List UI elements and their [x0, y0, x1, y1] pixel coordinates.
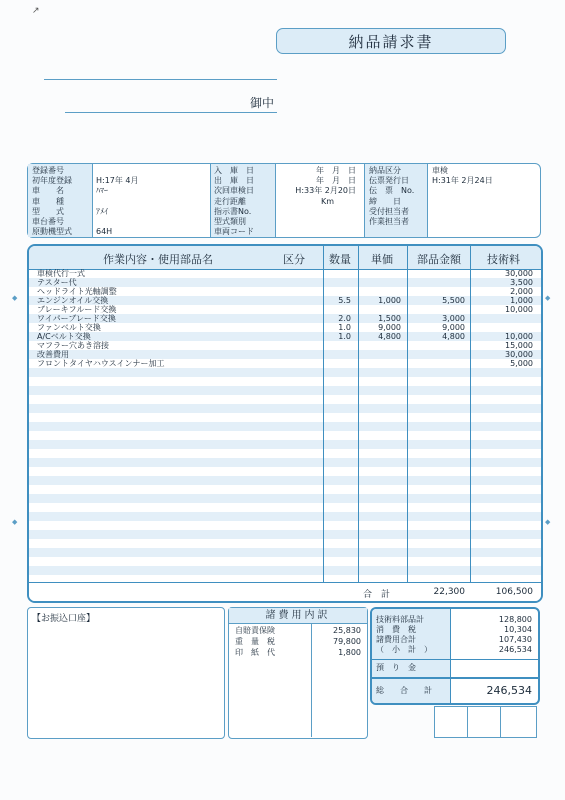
label-registration-number: 登録番号 — [32, 166, 64, 175]
item-name: ヘッドライト光軸調整 — [37, 287, 117, 296]
grand-total-row — [372, 684, 538, 698]
entry-values — [278, 164, 360, 237]
header-tech-fee: 技術料 — [487, 253, 520, 266]
table-row — [29, 269, 541, 278]
expense-row — [229, 625, 367, 636]
stamp-box — [434, 706, 468, 738]
expense-label: 重 量 税 — [235, 637, 275, 646]
item-tech-fee: 30,000 — [505, 350, 533, 359]
item-unit-price: 1,500 — [378, 314, 401, 323]
summary-label: 消 費 税 — [376, 625, 416, 634]
value-delivery-type: 車検 — [432, 166, 448, 175]
document-title: 納品請求書 — [276, 28, 506, 54]
register-mark-left: ◆ — [12, 294, 18, 302]
table-row — [29, 323, 541, 332]
label-exit-date: 出 庫 日 — [214, 176, 254, 186]
label-slip-no: 伝 票 No. — [369, 186, 415, 196]
label-car-name: 車 名 — [32, 186, 64, 196]
item-unit-price: 9,000 — [378, 323, 401, 332]
item-tech-fee: 10,000 — [505, 305, 533, 314]
expense-breakdown-box — [228, 607, 368, 739]
corner-mark: ↗ — [32, 6, 40, 16]
summary-value: 128,800 — [498, 615, 532, 624]
item-unit-price: 4,800 — [378, 332, 401, 341]
value-closing-day — [432, 197, 538, 207]
register-mark-left-lower: ◆ — [12, 518, 18, 526]
work-items-table — [27, 244, 543, 603]
expense-value: 25,830 — [333, 626, 361, 635]
item-tech-fee: 1,000 — [510, 296, 533, 305]
label-instruction-no: 指示書No. — [214, 206, 252, 216]
label-work-staff: 作業担当者 — [369, 216, 409, 226]
label-entry-date: 入 庫 日 — [214, 166, 254, 175]
total-label: 合 計 — [363, 590, 391, 600]
expense-row — [229, 636, 367, 647]
item-parts-amount: 3,000 — [442, 314, 465, 323]
summary-label: 技術料部品計 — [376, 615, 424, 624]
table-row — [29, 296, 541, 305]
value-chassis-number — [96, 217, 208, 227]
register-mark-right-lower: ◆ — [545, 518, 551, 526]
value-model-class — [278, 217, 356, 227]
vehicle-labels — [28, 164, 92, 237]
total-parts: 22,300 — [433, 587, 465, 597]
item-name: ファンベルト交換 — [37, 323, 101, 332]
row-stripe — [29, 458, 541, 467]
value-car-name: ﾊﾏｰ — [96, 186, 108, 196]
item-quantity: 5.5 — [338, 296, 351, 305]
row-stripe — [29, 530, 541, 539]
vehicle-info-box — [27, 163, 541, 238]
recipient-suffix: 御中 — [250, 96, 275, 110]
table-row — [29, 350, 541, 359]
header-description: 作業内容・使用部品名 — [103, 253, 213, 266]
value-vehicle-code — [278, 227, 356, 237]
item-tech-fee: 3,500 — [510, 278, 533, 287]
table-row — [29, 305, 541, 314]
label-next-inspection: 次回車検日 — [214, 186, 254, 196]
label-engine-model: 原動機型式 — [32, 227, 72, 237]
header-quantity: 数量 — [329, 253, 351, 266]
item-unit-price: 1,000 — [378, 296, 401, 305]
row-stripe — [29, 548, 541, 557]
header-category: 区分 — [283, 253, 305, 266]
value-exit-date: 年 月 日 — [316, 176, 356, 186]
value-entry-date: 年 月 日 — [316, 166, 356, 175]
summary-value: 107,430 — [498, 635, 532, 644]
label-vehicle-code: 車両コード — [214, 227, 254, 237]
grand-total-value: 246,534 — [486, 684, 532, 697]
summary-label: 諸費用合計 — [376, 635, 416, 644]
value-first-registration: H:17年 4月 — [96, 176, 139, 186]
row-stripe — [29, 368, 541, 377]
item-name: エンジンオイル交換 — [37, 296, 109, 305]
summary-row — [372, 635, 538, 645]
table-row — [29, 278, 541, 287]
value-model: ｱﾒｲ — [96, 206, 108, 216]
item-name: 車検代行一式 — [37, 269, 85, 278]
summary-row — [372, 615, 538, 625]
value-slip-no — [432, 186, 538, 196]
label-closing-day: 締 日 — [369, 196, 401, 206]
item-name: ブレーキフルード交換 — [37, 305, 117, 314]
bank-account-label: 【お振込口座】 — [32, 614, 96, 624]
label-reception-staff: 受付担当者 — [369, 206, 409, 216]
expense-row — [229, 647, 367, 658]
summary-value: 246,534 — [498, 645, 532, 654]
delivery-values — [432, 164, 538, 237]
row-stripe — [29, 404, 541, 413]
grand-total-label: 総 合 計 — [376, 686, 432, 695]
label-model-class: 型式類別 — [214, 216, 246, 226]
value-issue-date: H:31年 2月24日 — [432, 176, 493, 186]
item-tech-fee: 30,000 — [505, 269, 533, 278]
label-issue-date: 伝票発行日 — [369, 176, 409, 186]
item-parts-amount: 9,000 — [442, 323, 465, 332]
expense-label: 自賠責保険 — [235, 626, 275, 635]
value-reception-staff — [432, 207, 538, 217]
row-stripe — [29, 386, 541, 395]
row-stripe — [29, 494, 541, 503]
item-parts-amount: 5,500 — [442, 296, 465, 305]
entry-labels — [211, 164, 275, 237]
label-first-registration: 初年度登録 — [32, 176, 72, 186]
row-stripe — [29, 440, 541, 449]
table-row — [29, 287, 541, 296]
header-parts-amount: 部品金額 — [417, 253, 461, 266]
header-unit-price: 単価 — [371, 253, 393, 266]
summary-label: （ 小 計 ） — [376, 645, 432, 654]
summary-label: 預 り 金 — [376, 663, 416, 672]
item-quantity: 1.0 — [338, 332, 351, 341]
item-name: テスター代 — [37, 278, 77, 287]
item-name: フロントタイヤハウスインナー加工 — [37, 359, 165, 368]
value-next-inspection: H:33年 2月20日 — [295, 186, 356, 196]
value-work-staff — [432, 217, 538, 227]
table-row — [29, 332, 541, 341]
stamp-box — [500, 706, 537, 738]
item-quantity: 2.0 — [338, 314, 351, 323]
label-model: 型 式 — [32, 206, 64, 216]
item-tech-fee: 15,000 — [505, 341, 533, 350]
value-engine-model: 64H — [96, 227, 113, 237]
register-mark-right: ◆ — [545, 294, 551, 302]
table-row — [29, 341, 541, 350]
vehicle-values — [96, 164, 208, 237]
table-row — [29, 314, 541, 323]
summary-row — [372, 645, 538, 655]
value-registration-number — [96, 166, 208, 176]
row-stripe — [29, 476, 541, 485]
expense-value: 1,800 — [338, 648, 361, 657]
value-car-type — [96, 197, 208, 207]
recipient-line-1 — [44, 79, 277, 80]
expense-value: 79,800 — [333, 637, 361, 646]
recipient-line-2 — [65, 112, 277, 113]
item-name: 改善費用 — [37, 350, 69, 359]
row-stripe — [29, 566, 541, 575]
row-stripe — [29, 422, 541, 431]
bank-account-box — [27, 607, 225, 739]
label-car-type: 車 種 — [32, 196, 64, 206]
item-parts-amount: 4,800 — [442, 332, 465, 341]
summary-box — [370, 607, 540, 705]
label-delivery-type: 納品区分 — [369, 166, 401, 175]
value-mileage: Km — [320, 196, 334, 206]
item-quantity: 1.0 — [338, 323, 351, 332]
summary-row — [372, 663, 538, 673]
delivery-labels — [365, 164, 427, 237]
label-mileage: 走行距離 — [214, 196, 246, 206]
value-instruction-no — [278, 207, 356, 217]
expense-label: 印 紙 代 — [235, 648, 275, 657]
total-tech-fee: 106,500 — [495, 587, 533, 597]
item-tech-fee: 2,000 — [510, 287, 533, 296]
item-tech-fee: 10,000 — [505, 332, 533, 341]
row-stripe — [29, 512, 541, 521]
item-name: マフラー穴あき溶接 — [37, 341, 109, 350]
expense-breakdown-title: 諸費用内訳 — [229, 608, 367, 624]
summary-value: 10,304 — [504, 625, 532, 634]
table-row — [29, 359, 541, 368]
item-tech-fee: 5,000 — [510, 359, 533, 368]
stamp-box — [467, 706, 501, 738]
item-name: A/Cベルト交換 — [37, 332, 91, 341]
table-totals-row — [29, 582, 541, 602]
label-chassis-number: 車台番号 — [32, 216, 64, 226]
summary-row — [372, 625, 538, 635]
table-header — [29, 246, 541, 270]
item-name: ワイパーブレード交換 — [37, 314, 116, 323]
